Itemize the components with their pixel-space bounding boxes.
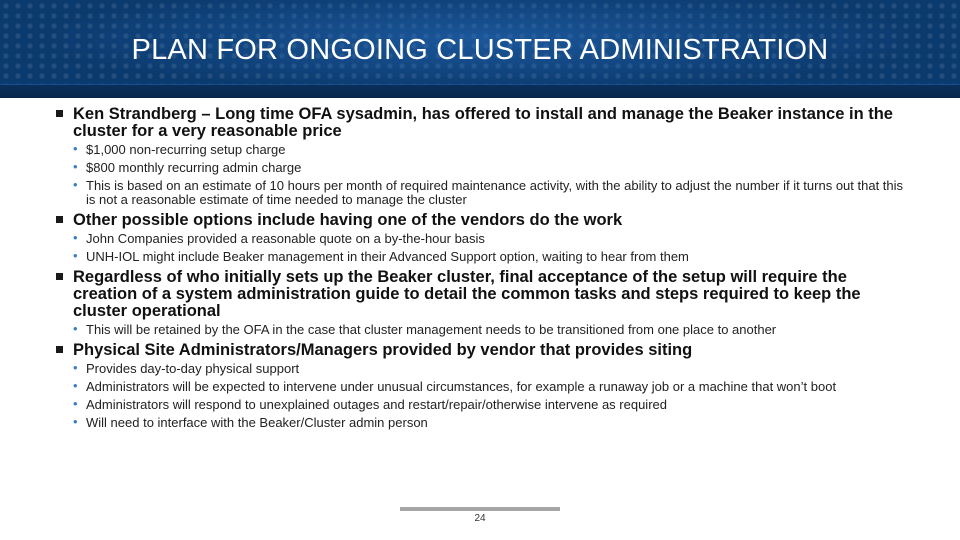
sub-bullet-text: UNH-IOL might include Beaker management in their Advanced Support option, waiting to hear from them <box>86 249 689 264</box>
footer-divider <box>400 507 560 511</box>
dot-bullet-icon: • <box>73 248 78 263</box>
dot-bullet-icon: • <box>73 396 78 411</box>
sub-bullet <box>56 232 904 246</box>
dot-bullet-icon: • <box>73 360 78 375</box>
sub-bullet-text: This will be retained by the OFA in the case that cluster management needs to be transitioned from one place to another <box>86 322 777 337</box>
sub-bullet-text: Administrators will be expected to intervene under unusual circumstances, for example a runaway job or a machine that won’t boot <box>86 379 837 394</box>
bullet-ken-strandberg <box>56 106 904 140</box>
sub-bullet-text: $1,000 non-recurring setup charge <box>86 142 286 157</box>
bullet-text: Regardless of who initially sets up the Beaker cluster, final acceptance of the setup will require the creation of a system administration guide to detail the common tasks and steps required to keep the cluster operational <box>73 268 861 320</box>
bullet-text: Other possible options include having one of the vendors do the work <box>73 211 623 229</box>
bullet-other-options <box>56 212 904 229</box>
sub-bullet <box>56 380 904 394</box>
bullet-physical-site <box>56 342 904 359</box>
slide-body <box>56 106 904 435</box>
slide-title: PLAN FOR ONGOING CLUSTER ADMINISTRATION <box>131 34 829 66</box>
square-bullet-icon <box>56 273 63 280</box>
sub-bullet-list <box>56 362 904 430</box>
square-bullet-icon <box>56 110 63 117</box>
sub-bullet-list <box>56 232 904 264</box>
sub-bullet-text: Administrators will respond to unexplained outages and restart/repair/otherwise intervene as required <box>86 397 667 412</box>
sub-bullet <box>56 362 904 376</box>
square-bullet-icon <box>56 216 63 223</box>
bullet-text: Ken Strandberg – Long time OFA sysadmin, has offered to install and manage the Beaker instance in the cluster for a very reasonable price <box>73 105 893 140</box>
sub-bullet-text: John Companies provided a reasonable quote on a by-the-hour basis <box>86 231 485 246</box>
sub-bullet-text: Will need to interface with the Beaker/Cluster admin person <box>86 415 428 430</box>
dot-bullet-icon: • <box>73 177 78 192</box>
dot-bullet-icon: • <box>73 414 78 429</box>
title-banner <box>0 0 960 97</box>
dot-bullet-icon: • <box>73 378 78 393</box>
sub-bullet <box>56 250 904 264</box>
sub-bullet <box>56 179 904 207</box>
sub-bullet-text: This is based on an estimate of 10 hours per month of required maintenance activity, with the ability to adjust the number if it turns out that this is not a reasonable estimate of time needed to manage the cluster <box>86 178 904 207</box>
sub-bullet-text: $800 monthly recurring admin charge <box>86 160 302 175</box>
sub-bullet <box>56 161 904 175</box>
dot-bullet-icon: • <box>73 230 78 245</box>
sub-bullet-text: Provides day-to-day physical support <box>86 361 300 376</box>
banner-strip <box>0 84 960 98</box>
dot-bullet-icon: • <box>73 141 78 156</box>
sub-bullet <box>56 398 904 412</box>
page-number: 24 <box>474 513 486 524</box>
dot-bullet-icon: • <box>73 321 78 336</box>
sub-bullet-list <box>56 143 904 207</box>
sub-bullet <box>56 416 904 430</box>
sub-bullet <box>56 323 904 337</box>
bullet-acceptance <box>56 269 904 320</box>
square-bullet-icon <box>56 346 63 353</box>
sub-bullet <box>56 143 904 157</box>
bullet-text: Physical Site Administrators/Managers provided by vendor that provides siting <box>73 341 693 359</box>
sub-bullet-list <box>56 323 904 337</box>
dot-bullet-icon: • <box>73 159 78 174</box>
